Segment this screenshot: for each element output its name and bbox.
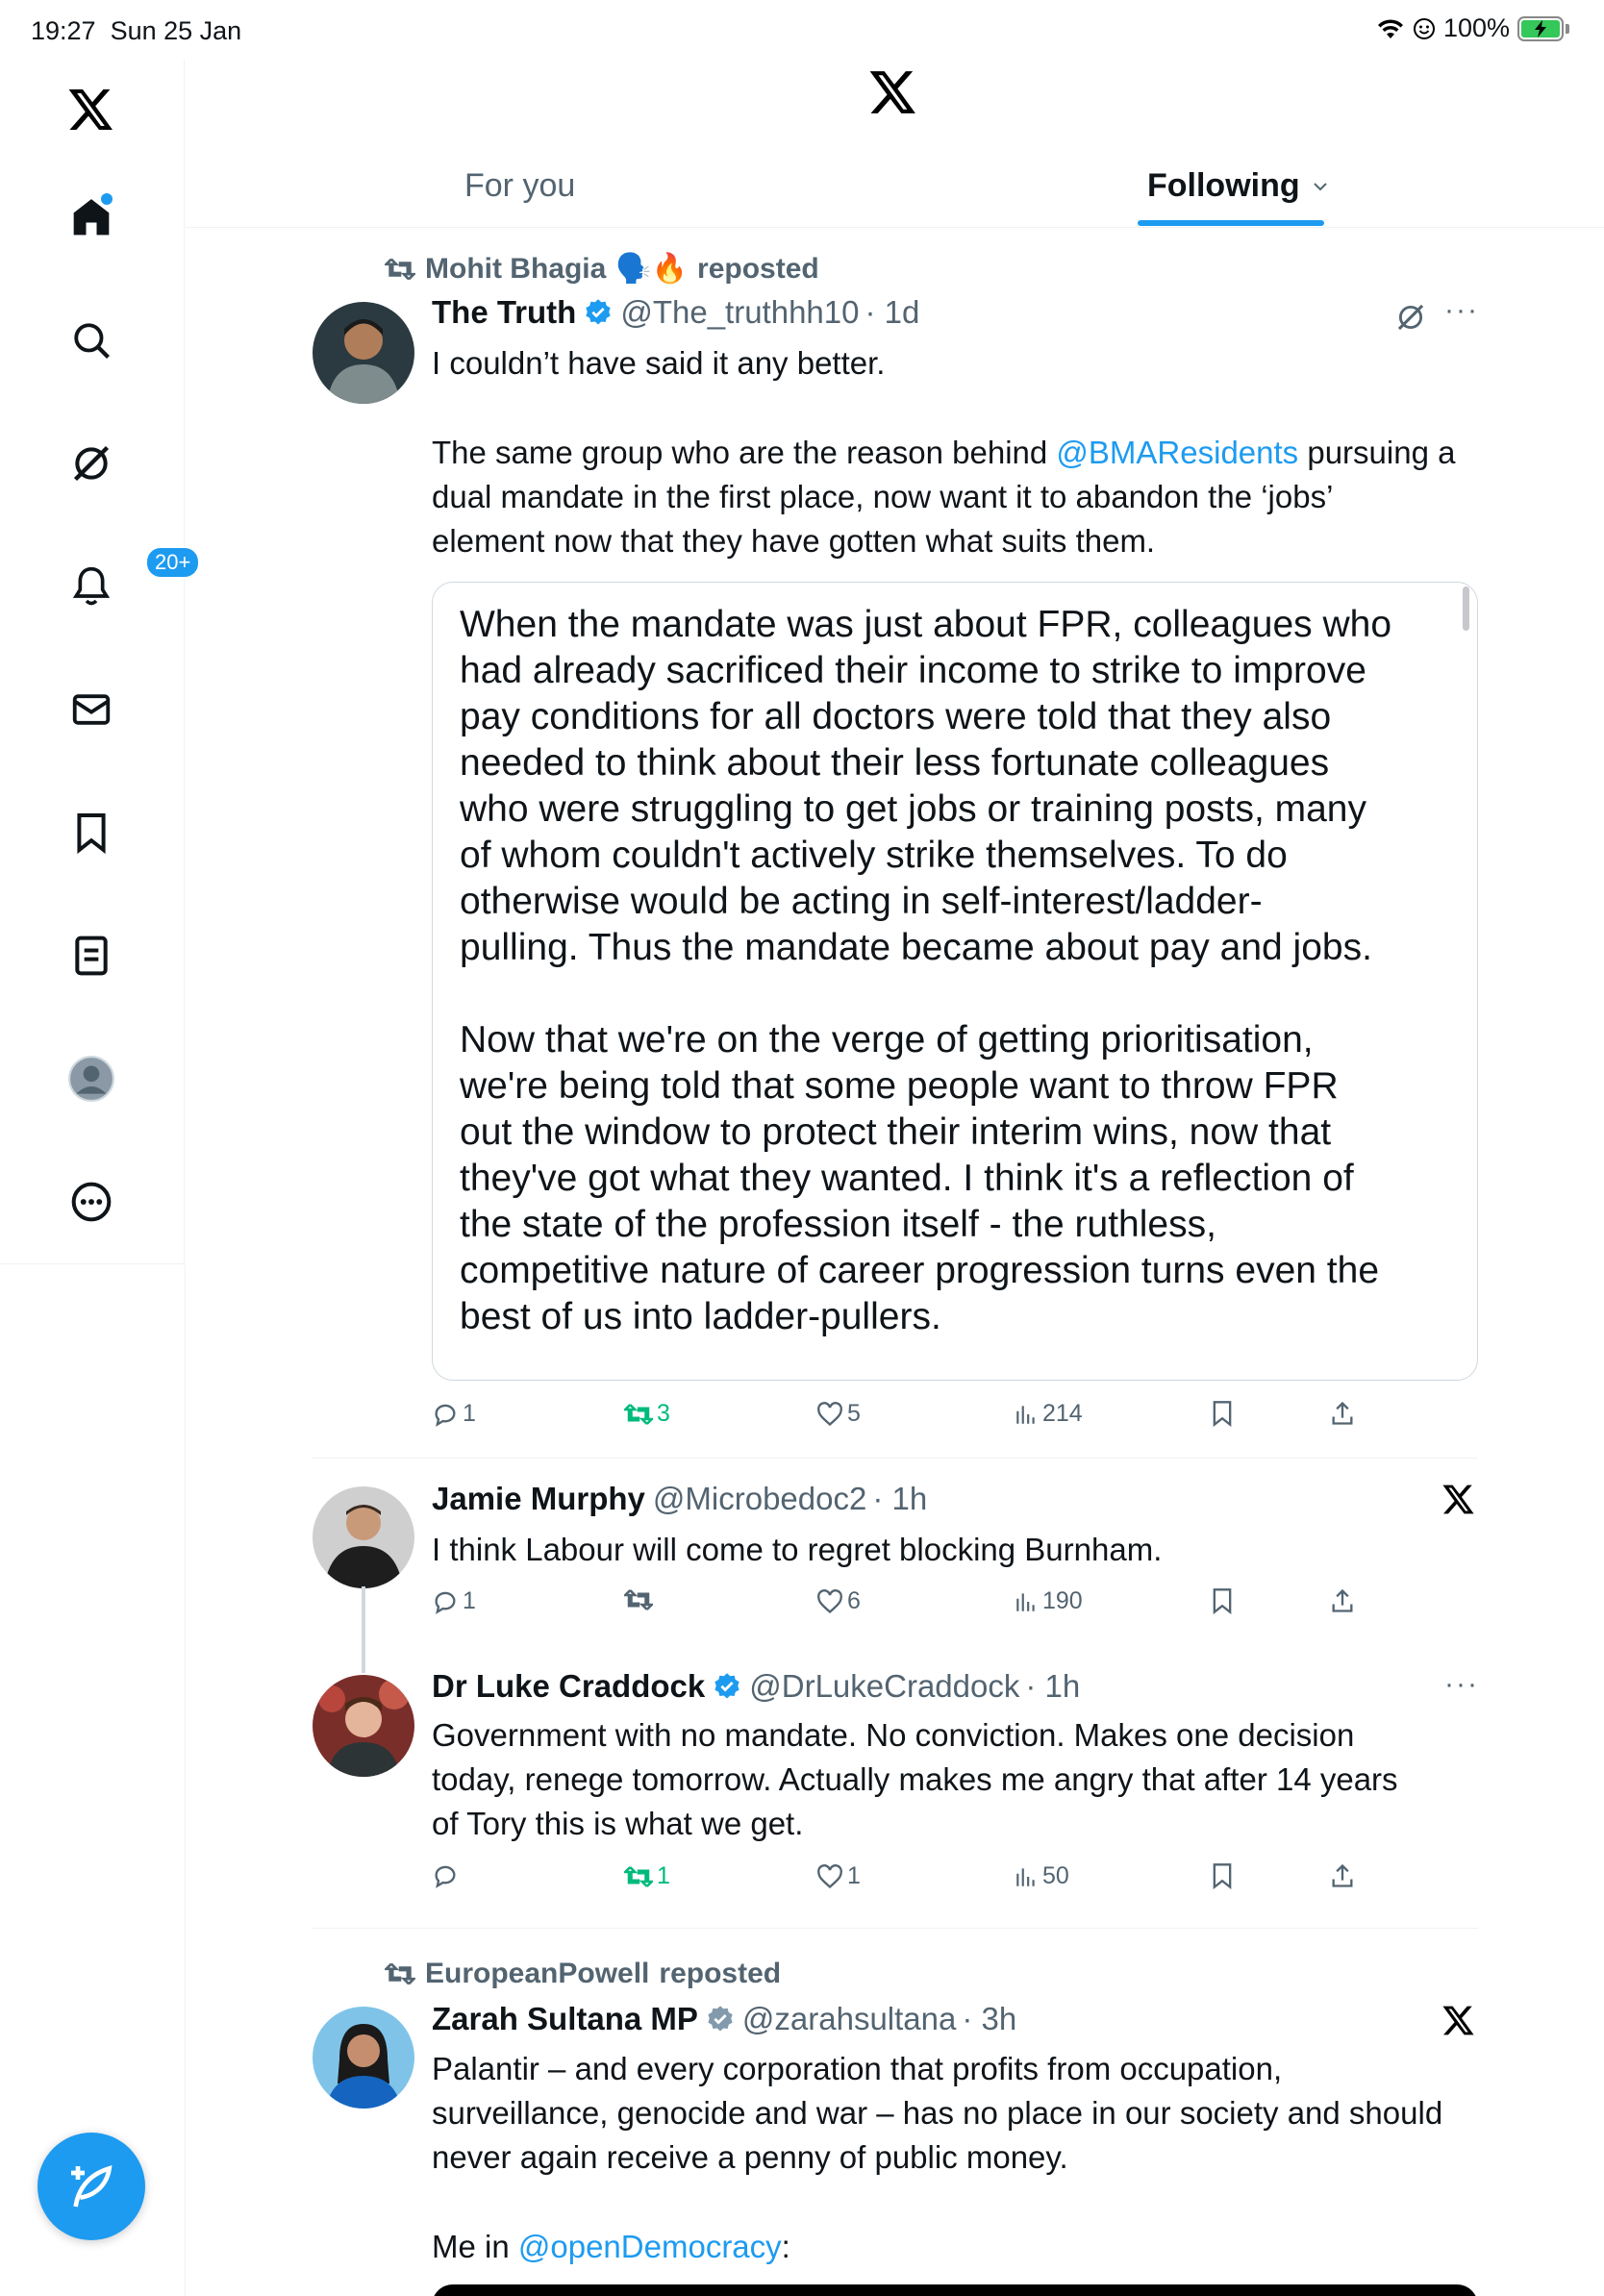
more-options-icon[interactable]: ··· xyxy=(1444,1668,1479,1700)
bookmark-icon xyxy=(1211,1400,1234,1427)
share-button[interactable] xyxy=(1329,1587,1356,1614)
share-button[interactable] xyxy=(1329,1862,1356,1889)
battery-percent: 100% xyxy=(1442,13,1510,42)
share-icon xyxy=(1329,1862,1356,1889)
bookmark-icon xyxy=(1211,1862,1234,1889)
tweet-text: I think Labour will come to regret blocking Burnham. xyxy=(432,1532,1163,1567)
repost-icon xyxy=(624,1587,653,1612)
reply-button[interactable]: 1 xyxy=(432,1400,476,1428)
share-icon xyxy=(1329,1400,1356,1427)
reposted-by-name: Mohit Bhagia xyxy=(425,252,607,285)
repost-icon xyxy=(624,1864,653,1889)
tab-for-you[interactable]: For you xyxy=(464,167,576,204)
active-tab-indicator xyxy=(1138,220,1324,226)
list-icon xyxy=(73,935,110,977)
author-name[interactable]: The Truth xyxy=(432,294,577,330)
like-button[interactable]: 5 xyxy=(816,1400,861,1428)
bookmark-icon xyxy=(1211,1587,1234,1614)
nav-more-button[interactable] xyxy=(63,1173,120,1231)
reply-icon xyxy=(432,1401,459,1428)
views-button[interactable]: 214 xyxy=(1014,1400,1083,1428)
author-handle[interactable]: @DrLukeCraddock xyxy=(749,1668,1020,1704)
heart-icon xyxy=(816,1864,843,1889)
mention-link[interactable]: @openDemocracy xyxy=(517,2229,782,2264)
grok-explain-icon[interactable] xyxy=(1394,301,1427,334)
bookmark-button[interactable] xyxy=(1211,1400,1234,1427)
more-circle-icon xyxy=(70,1181,113,1223)
share-icon xyxy=(1329,1587,1356,1614)
tweet-actions xyxy=(432,1862,1393,1901)
compose-button[interactable] xyxy=(38,2133,145,2240)
tweet-time[interactable]: · 3h xyxy=(962,2001,1017,2036)
reposted-label: reposted xyxy=(659,1958,782,1989)
author-name[interactable]: Dr Luke Craddock xyxy=(432,1668,706,1704)
bookmark-button[interactable] xyxy=(1211,1862,1234,1889)
tweet-divider xyxy=(313,1458,1478,1459)
views-chart-icon xyxy=(1014,1402,1039,1427)
status-time: 19:27 Sun 25 Jan xyxy=(31,16,242,45)
tweet-text: Government with no mandate. No conviction. Makes one decision today, renege tomorrow. Actually makes me angry that after 14 years of Tory this is what we get. xyxy=(432,1717,1398,1841)
status-bar xyxy=(0,0,1604,60)
scrollbar xyxy=(1463,586,1469,631)
author-handle[interactable]: @zarahsultana xyxy=(741,2001,957,2036)
share-button[interactable] xyxy=(1329,1400,1356,1427)
like-button[interactable]: 1 xyxy=(816,1862,861,1890)
tweet-header xyxy=(432,1668,1080,1705)
author-handle[interactable]: @Microbedoc2 xyxy=(652,1481,867,1516)
nav-bookmarks-button[interactable] xyxy=(63,804,120,861)
reply-icon xyxy=(432,1862,459,1889)
author-name[interactable]: Zarah Sultana MP xyxy=(432,2001,698,2036)
tweet-actions xyxy=(432,1587,1393,1626)
sidebar-divider xyxy=(185,1264,186,2296)
tweet-text: Palantir – and every corporation that profits from occupation, surveillance, genocide and war – has no place in our society and should never again receive a penny of public money. xyxy=(432,2051,1443,2175)
notifications-badge: 20+ xyxy=(145,546,200,579)
tweet-time[interactable]: · 1d xyxy=(865,294,920,330)
reply-icon xyxy=(432,1588,459,1615)
tweet-header xyxy=(432,294,919,331)
home-unread-dot xyxy=(101,193,113,205)
nav-home-button[interactable] xyxy=(63,188,120,246)
chevron-down-icon xyxy=(1312,181,1329,192)
repost-icon xyxy=(385,1961,415,1986)
more-options-icon[interactable]: ··· xyxy=(1444,294,1479,326)
repost-indicator[interactable] xyxy=(385,252,819,286)
nav-grok-button[interactable] xyxy=(63,435,120,492)
nav-notifications-button[interactable] xyxy=(63,550,191,615)
bookmark-button[interactable] xyxy=(1211,1587,1234,1614)
repost-icon xyxy=(385,257,415,282)
reposted-label: reposted xyxy=(697,252,819,285)
avatar[interactable] xyxy=(313,1675,414,1777)
status-right xyxy=(1376,13,1569,43)
tweet-header xyxy=(432,1481,927,1517)
like-button[interactable]: 6 xyxy=(816,1587,861,1615)
quoted-text: When the mandate was just about FPR, colleagues who had already sacrificed their income to strike to improve pay conditions for all doctors were told that they also needed to think about their less fortunate colleagues who were struggling to get jobs or training posts, many of whom couldn't actively strike themselves. To do otherwise would be acting in self-interest/ladder- pulling. Thus the mandate became about pay and jobs. Now that we're on the verge of getting prioritisation, we're being told that some people want to throw FPR out the window to protect their interim wins, now that they've got what they wanted. I think it's a reflection of the state of the profession itself - the ruthless, competitive nature of career progression turns even the best of us into ladder-pullers. xyxy=(460,604,1392,1337)
mention-link[interactable]: @BMAResidents xyxy=(1056,435,1299,470)
tweet-divider xyxy=(313,1928,1478,1929)
feed-tabs xyxy=(186,144,1604,228)
tab-following[interactable]: Following xyxy=(1147,144,1329,228)
grok-icon xyxy=(70,442,113,485)
nav-profile-button[interactable] xyxy=(63,1050,120,1108)
repost-icon xyxy=(624,1402,653,1427)
reposted-by-emoji: 🗣️🔥 xyxy=(615,253,689,285)
tweet-header xyxy=(432,2001,1016,2037)
reply-button[interactable]: 1 xyxy=(432,1587,476,1615)
mail-icon xyxy=(71,691,112,728)
avatar[interactable] xyxy=(313,302,414,404)
x-logo-icon[interactable] xyxy=(63,81,120,138)
media-preview[interactable] xyxy=(432,2284,1478,2296)
bell-icon xyxy=(72,565,111,608)
tweet-time[interactable]: · 1h xyxy=(1025,1668,1081,1704)
x-logo-icon[interactable] xyxy=(1442,2005,1475,2036)
battery-icon xyxy=(1517,16,1569,41)
views-button[interactable]: 190 xyxy=(1014,1587,1083,1615)
search-icon xyxy=(71,320,112,361)
reposted-by-name: EuropeanPowell xyxy=(425,1958,650,1989)
avatar[interactable] xyxy=(313,1486,414,1588)
wifi-icon xyxy=(1376,17,1405,40)
nav-lists-button[interactable] xyxy=(63,927,120,985)
heart-icon xyxy=(816,1402,843,1427)
verified-badge-grey-icon xyxy=(706,2005,735,2034)
profile-avatar-icon xyxy=(67,1055,115,1103)
verified-badge-icon xyxy=(713,1672,741,1701)
repost-button[interactable]: 1 xyxy=(624,1862,670,1890)
repost-indicator[interactable] xyxy=(385,1958,781,1990)
avatar[interactable] xyxy=(313,2007,414,2109)
nav-messages-button[interactable] xyxy=(63,681,120,738)
focus-icon xyxy=(1413,17,1436,40)
tweet-actions xyxy=(432,1400,1393,1438)
views-chart-icon xyxy=(1014,1589,1039,1614)
header-x-logo-icon[interactable] xyxy=(869,69,917,120)
reply-button[interactable] xyxy=(432,1862,463,1889)
x-logo-icon[interactable] xyxy=(1442,1484,1475,1515)
repost-button[interactable] xyxy=(624,1587,657,1612)
views-chart-icon xyxy=(1014,1864,1039,1889)
nav-search-button[interactable] xyxy=(63,312,120,369)
quoted-text-image[interactable] xyxy=(432,582,1478,1381)
tweet-time[interactable]: · 1h xyxy=(872,1481,928,1516)
author-handle[interactable]: @The_truthhh10 xyxy=(620,294,860,330)
heart-icon xyxy=(816,1589,843,1614)
author-name[interactable]: Jamie Murphy xyxy=(432,1481,645,1516)
thread-connector-line xyxy=(362,1586,365,1673)
compose-feather-icon xyxy=(64,2159,118,2213)
tweet-text-body: The same group who are the reason behind @BMAResidents pursuing a dual mandate in the first place, now want it to abandon the ‘jobs’ element now that they have gotten what suits them. xyxy=(432,435,1456,559)
repost-button[interactable]: 3 xyxy=(624,1400,670,1428)
tweet-text-body: Me in @openDemocracy: xyxy=(432,2229,790,2264)
tweet-text: I couldn’t have said it any better. xyxy=(432,345,886,381)
views-button[interactable]: 50 xyxy=(1014,1862,1069,1890)
verified-badge-icon xyxy=(584,298,613,327)
bookmark-icon xyxy=(74,811,109,854)
